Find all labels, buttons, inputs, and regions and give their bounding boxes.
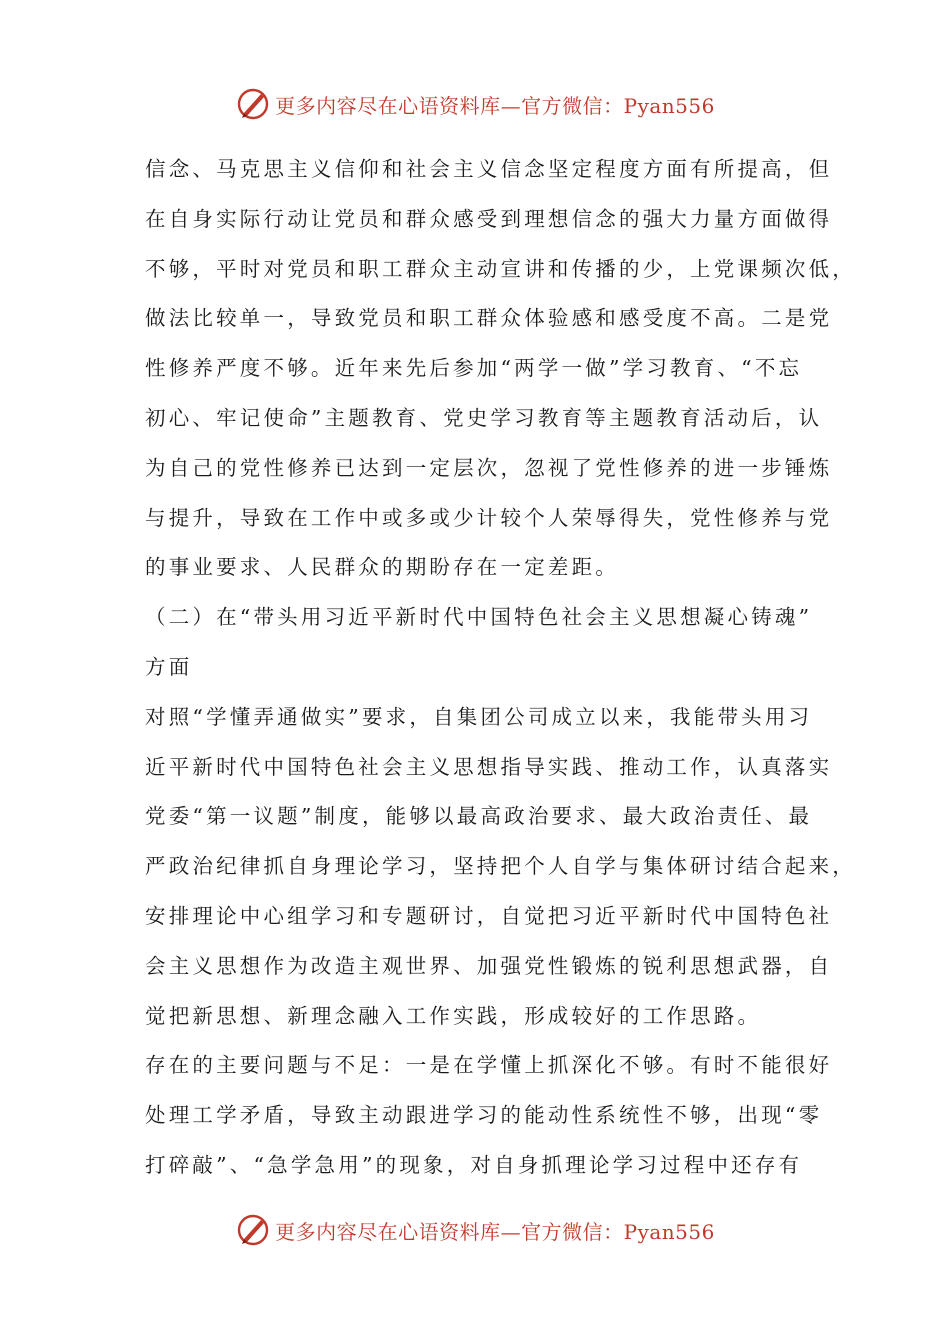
text-line: 处理工学矛盾，导致主动跟进学习的能动性系统性不够，出现“零	[145, 1103, 823, 1128]
text-line: 做法比较单一，导致党员和职工群众体验感和感受度不高。二是党	[145, 306, 833, 331]
section-heading: 方面	[145, 654, 193, 679]
text-line: 与提升，导致在工作中或多或少计较个人荣辱得失，党性修养与党	[145, 505, 833, 530]
footer-watermark	[0, 1208, 950, 1252]
text-line: 在自身实际行动让党员和群众感受到理想信念的强大力量方面做得	[145, 206, 833, 231]
text-line: 近平新时代中国特色社会主义思想指导实践、推动工作，认真落实	[145, 754, 833, 779]
text-line: 对照“学懂弄通做实”要求，自集团公司成立以来，我能带头用习	[145, 704, 813, 729]
watermark-text: 更多内容尽在心语资料库—官方微信：Pyan556	[275, 1219, 715, 1244]
pen-logo-icon	[235, 86, 271, 122]
text-line: 存在的主要问题与不足：一是在学懂上抓深化不够。有时不能很好	[145, 1053, 833, 1078]
text-line: 觉把新思想、新理念融入工作实践，形成较好的工作思路。	[145, 1003, 762, 1028]
text-line: 信念、马克思主义信仰和社会主义信念坚定程度方面有所提高，但	[145, 157, 833, 181]
watermark-text: 更多内容尽在心语资料库—官方微信：Pyan556	[275, 93, 715, 118]
text-line: 为自己的党性修养已达到一定层次，忽视了党性修养的进一步锤炼	[145, 455, 833, 480]
section-heading: （二）在“带头用习近平新时代中国特色社会主义思想凝心铸魂”	[145, 605, 813, 630]
text-line: 不够，平时对党员和职工群众主动宣讲和传播的少，上党课频次低，	[145, 256, 856, 281]
text-line: 安排理论中心组学习和专题研讨，自觉把习近平新时代中国特色社	[145, 903, 833, 928]
text-line: 初心、牢记使命”主题教育、党史学习教育等主题教育活动后，认	[145, 405, 823, 430]
text-line: 严政治纪律抓自身理论学习，坚持把个人自学与集体研讨结合起来，	[145, 854, 856, 879]
text-line: 党委“第一议题”制度，能够以最高政治要求、最大政治责任、最	[145, 804, 813, 829]
text-line: 打碎敲”、“急学急用”的现象，对自身抓理论学习过程中还存有	[145, 1152, 803, 1177]
pen-logo-icon	[235, 1212, 271, 1248]
document-body	[145, 145, 856, 1191]
header-watermark	[0, 82, 950, 126]
text-line: 会主义思想作为改造主观世界、加强党性锻炼的锐利思想武器，自	[145, 953, 833, 978]
text-line: 性修养严度不够。近年来先后参加“两学一做”学习教育、“不忘	[145, 356, 803, 381]
text-line: 的事业要求、人民群众的期盼存在一定差距。	[145, 555, 619, 580]
